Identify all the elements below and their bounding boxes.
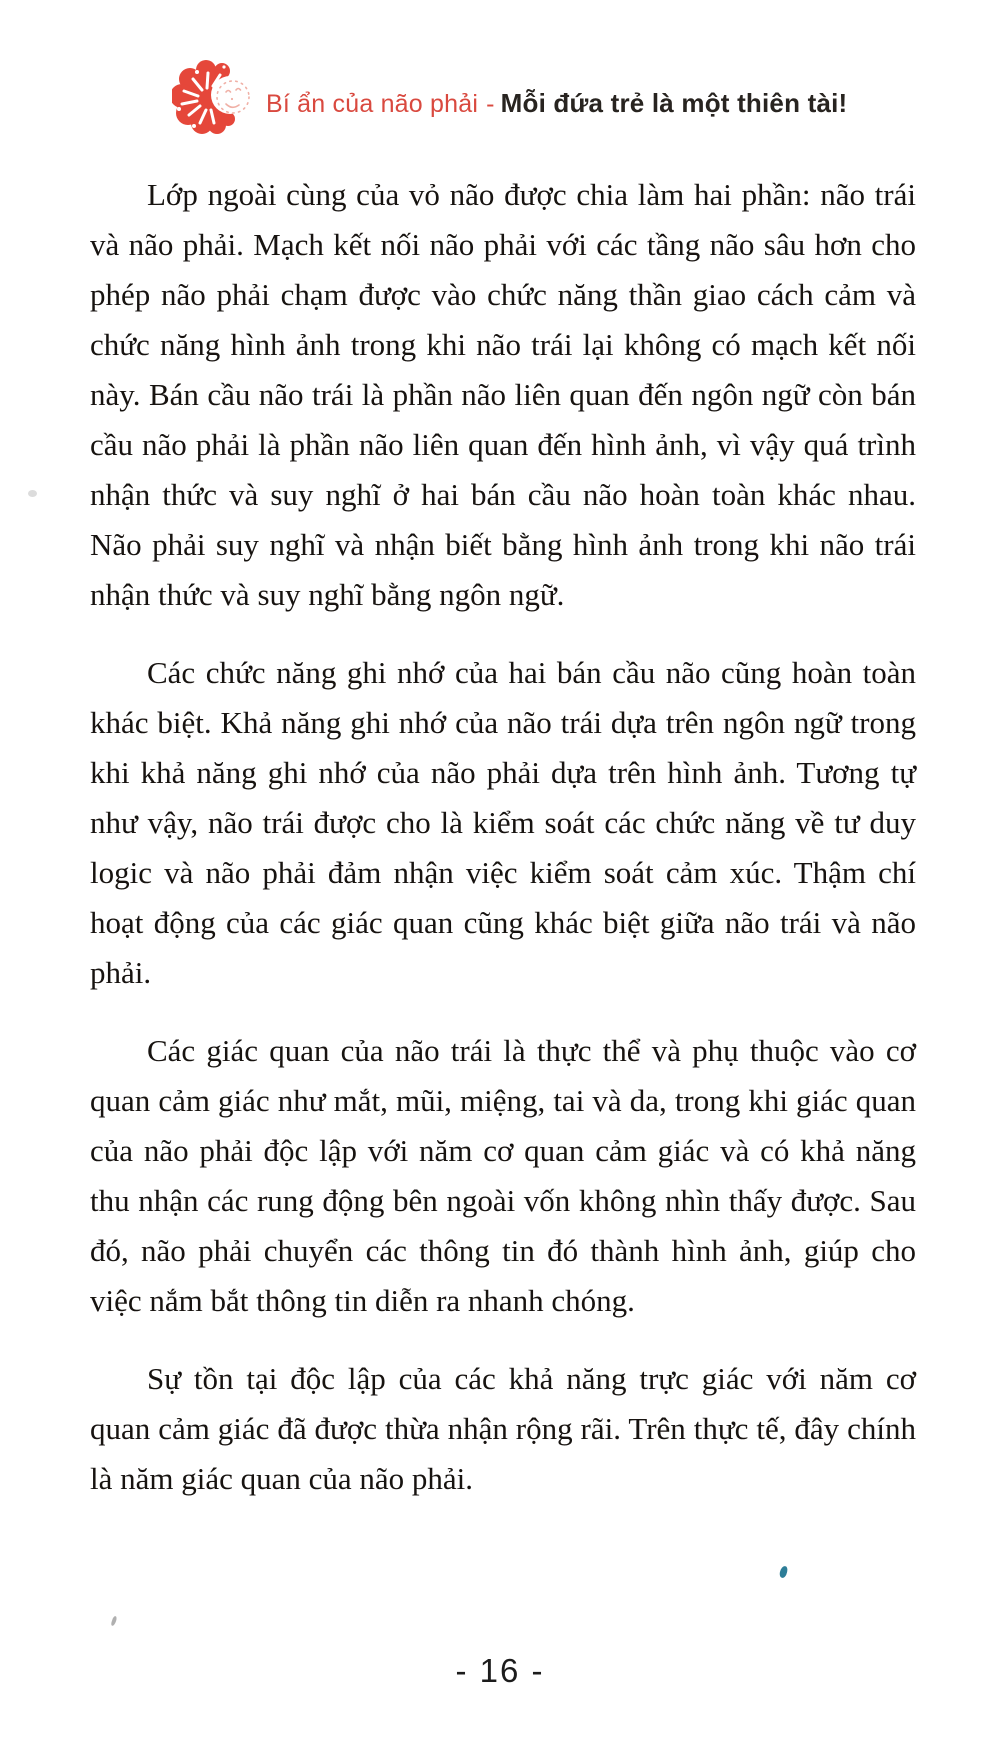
page-header: [172, 58, 847, 136]
book-title: Mỗi đứa trẻ là một thiên tài!: [500, 87, 848, 118]
right-brain-logo-icon: [172, 58, 260, 136]
page-number: - 16 -: [455, 1652, 545, 1689]
ink-speck: [779, 1565, 788, 1578]
paragraph: Các chức năng ghi nhớ của hai bán cầu não cũng hoàn toàn khác biệt. Khả năng ghi nhớ của não trái dựa trên ngôn ngữ trong khi khả năng ghi nhớ của não phải dựa trên hình ảnh. Tương tự như vậy, não trái được cho là kiểm soát các chức năng về tư duy logic và não phải đảm nhận việc kiểm soát cảm xúc. Thậm chí hoạt động của các giác quan cũng khác biệt giữa não trái và não phải.: [90, 655, 916, 990]
paragraph: Sự tồn tại độc lập của các khả năng trực giác với năm cơ quan cảm giác đã được thừa nhận rộng rãi. Trên thực tế, đây chính là năm giác quan của não phải.: [90, 1361, 916, 1496]
series-title: Bí ẩn của não phải: [266, 89, 479, 118]
ink-speck: [111, 1616, 118, 1627]
page-body: [90, 170, 916, 1504]
paragraph: Lớp ngoài cùng của vỏ não được chia làm hai phần: não trái và não phải. Mạch kết nối não phải với các tầng não sâu hơn cho phép não phải chạm được vào chức năng thần giao cách cảm và chức năng hình ảnh trong khi não trái lại không có mạch kết nối này. Bán cầu não trái là phần não liên quan đến ngôn ngữ còn bán cầu não phải là phần não liên quan đến hình ảnh, vì vậy quá trình nhận thức và suy nghĩ ở hai bán cầu não hoàn toàn khác nhau. Não phải suy nghĩ và nhận biết bằng hình ảnh trong khi não trái nhận thức và suy nghĩ bằng ngôn ngữ.: [90, 177, 916, 612]
paragraph: Các giác quan của não trái là thực thể và phụ thuộc vào cơ quan cảm giác như mắt, mũi, miệng, tai và da, trong khi giác quan của não phải độc lập với năm cơ quan cảm giác và có khả năng thu nhận các rung động bên ngoài vốn không nhìn thấy được. Sau đó, não phải chuyển các thông tin đó thành hình ảnh, giúp cho việc nắm bắt thông tin diễn ra nhanh chóng.: [90, 1033, 916, 1318]
running-head: [266, 76, 847, 119]
title-separator: -: [486, 89, 495, 118]
ink-speck: [28, 490, 37, 497]
